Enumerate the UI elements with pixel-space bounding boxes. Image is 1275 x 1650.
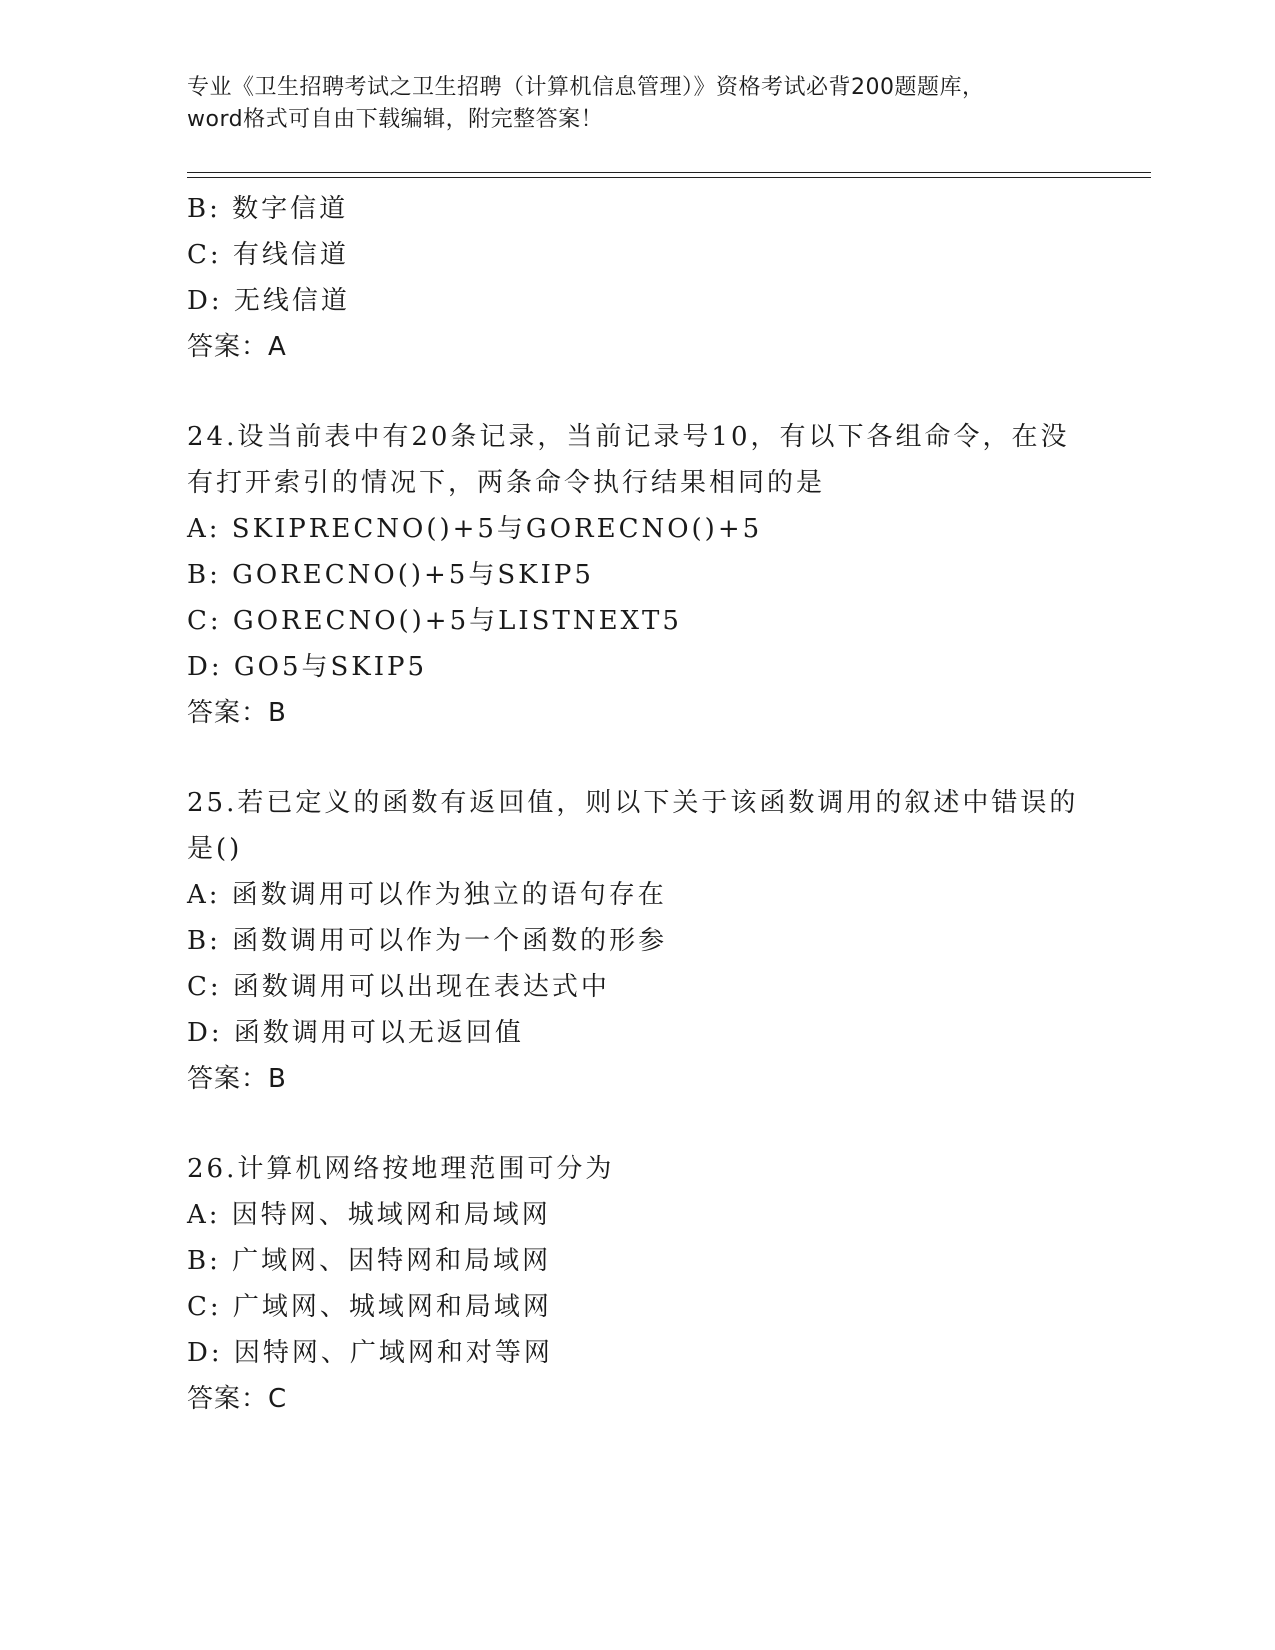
question-25-option-c: C: 函数调用可以出现在表达式中: [187, 972, 610, 1002]
question-26-option-a: A: 因特网、城域网和局域网: [187, 1200, 551, 1230]
question-26-option-b: B: 广域网、因特网和局域网: [187, 1246, 552, 1276]
spacer: [187, 736, 1087, 780]
question-23-answer: 答案：A: [187, 332, 287, 362]
question-content: [187, 186, 1087, 1422]
question-23-block: [187, 186, 1087, 370]
question-26-answer: 答案：C: [187, 1384, 288, 1414]
question-24-answer: 答案：B: [187, 698, 287, 728]
header-divider-bottom: [187, 177, 1151, 178]
question-26-block: [187, 1146, 1087, 1422]
question-24-stem-line-1: 24.设当前表中有20条记录，当前记录号10，有以下各组命令，在没: [187, 422, 1070, 452]
question-25-stem-line-1: 25.若已定义的函数有返回值，则以下关于该函数调用的叙述中错误的: [187, 788, 1079, 818]
question-24-option-b: B: GORECNO()+5与SKIP5: [187, 560, 594, 590]
question-26-stem-line-1: 26.计算机网络按地理范围可分为: [187, 1154, 615, 1184]
question-24-block: [187, 414, 1087, 736]
question-23-option-d: D: 无线信道: [187, 286, 350, 316]
header-line-2: word格式可自由下载编辑，附完整答案！: [187, 107, 604, 132]
question-25-block: [187, 780, 1087, 1102]
question-25-option-d: D: 函数调用可以无返回值: [187, 1018, 524, 1048]
question-26-option-d: D: 因特网、广域网和对等网: [187, 1338, 553, 1368]
question-23-option-b: B: 数字信道: [187, 194, 349, 224]
question-25-option-b: B: 函数调用可以作为一个函数的形参: [187, 926, 668, 956]
header-divider-top: [187, 172, 1151, 173]
document-header: [187, 72, 1087, 136]
question-24-option-c: C: GORECNO()+5与LISTNEXT5: [187, 606, 682, 636]
question-23-option-c: C: 有线信道: [187, 240, 349, 270]
spacer: [187, 1102, 1087, 1146]
header-line-1: 专业《卫生招聘考试之卫生招聘（计算机信息管理）》资格考试必背200题题库，: [187, 75, 985, 100]
question-26-option-c: C: 广域网、城域网和局域网: [187, 1292, 552, 1322]
question-24-stem-line-2: 有打开索引的情况下，两条命令执行结果相同的是: [187, 468, 826, 498]
question-25-answer: 答案：B: [187, 1064, 287, 1094]
question-25-option-a: A: 函数调用可以作为独立的语句存在: [187, 880, 667, 910]
spacer: [187, 370, 1087, 414]
question-24-option-d: D: GO5与SKIP5: [187, 652, 428, 682]
question-25-stem-line-2: 是(): [187, 834, 243, 864]
question-24-option-a: A: SKIPRECNO()+5与GORECNO()+5: [187, 514, 763, 544]
